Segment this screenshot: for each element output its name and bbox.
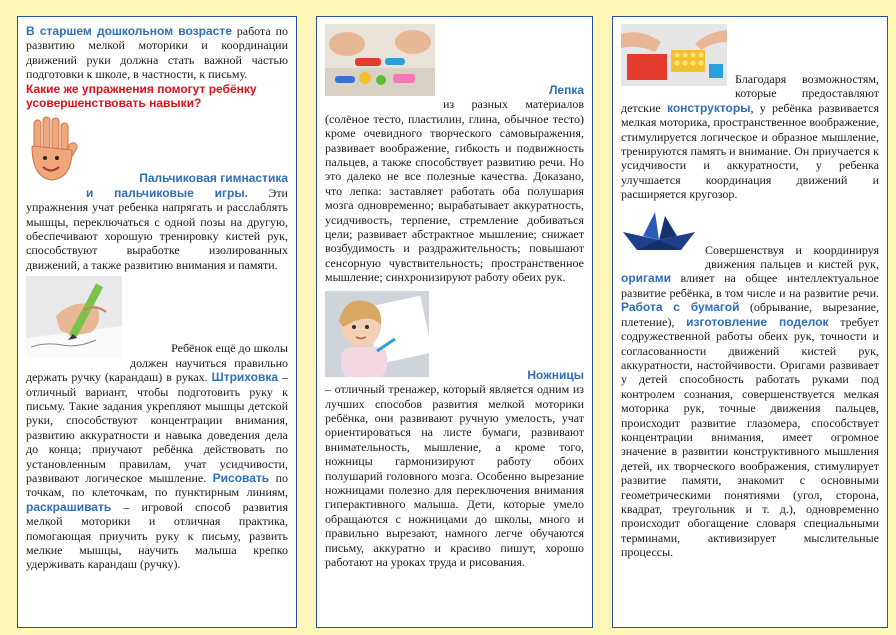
origami-text-1: влияет на общее интеллектуальное развитие ребёнка, в том числе и на развитие речи.	[621, 271, 879, 300]
column-left	[17, 16, 297, 628]
finger-section	[26, 116, 288, 272]
clay-section	[325, 24, 584, 285]
crafts-highlight: изготовление поделок	[686, 314, 829, 329]
origami-boat-image	[621, 210, 697, 256]
intro-paragraph	[26, 24, 288, 82]
color-highlight: раскрашивать	[26, 499, 112, 514]
pencil-text-4: – игровой способ развития мелкой моторики и отличная практика, помогающая приучить руку к письму, развить мелкие мышцы, научить малыша крепко удерживать карандаш (ручку).	[26, 499, 288, 572]
origami-section	[621, 210, 879, 560]
finger-highlight-2: и пальчиковые игры.	[86, 185, 248, 200]
origami-text-3: требует содружественной работы обеих рук, точности и согласованности движений кистей рук, аккуратности, настойчивости. Оригами развивает у детей способность работать руками под контролем сознания, совершенствуется мелкая моторика рук, точные движения пальцев, происходит развитие глазомера, способствует концентрации внимания, имеет огромное значение в развитии конструктивного мышления детей, их творческого воображения, стимулирует развитие памяти, знакомит с основными геометрическими понятиями (угол, сторона, квадрат, треугольник и т. д.), одновременно происходит обогащение словаря специальными терминами, активизирует мыслительные процессы.	[621, 314, 879, 560]
constructor-image	[621, 24, 727, 86]
hand-image	[26, 116, 78, 186]
hatching-highlight: Штриховка	[211, 370, 279, 385]
scissors-section	[325, 291, 584, 570]
pencil-section	[26, 276, 288, 572]
finger-highlight-1: Пальчиковая гимнастика	[139, 171, 288, 186]
finger-text: Эти упражнения учат ребенка напрягать и расслаблять мышцы, переключаться с одной позы на другую, обеспечивают хорошую тренировку кистей рук, способствуют выработке изолированных движений, а также развитию внимания и памяти.	[26, 185, 288, 272]
intro-text: работа по развитию мелкой моторики и координации движений руки должна стать важной частью подготовки к школе, в частности, к письму.	[26, 24, 289, 82]
origami-text-2: (обрывание, вырезание, плетение),	[621, 300, 879, 329]
origami-paragraph	[621, 210, 879, 560]
constructor-lead: Благодаря возможностям, которые предоставляют детские	[621, 72, 879, 115]
scissors-text: – отличный тренажер, который является одним из лучших способов развития мелкой моторики ребёнка, они развивают ручную умелость, учат ориентироваться на листе бумаги, развивают внимательность, мышление, а кроме того, ножницы гармонизируют работу обоих полушарий головного мозга. Особенно вырезание ножницами полезно для переключения внимания гиперактивного малыша. Дети, которые умело обращаются с ножницами до школы, много и правильно вырезают, намного легче обучаются письму, аккуратно и красиво пишут, хорошо работают на уроках труда и рисования.	[325, 382, 584, 569]
clay-highlight: Лепка	[548, 83, 584, 97]
origami-lead: Совершенствуя и координируя движения пальцев и кистей рук,	[705, 242, 879, 272]
clay-modeling-image	[325, 24, 435, 96]
constructor-section	[621, 24, 879, 202]
question-heading: Какие же упражнения помогут ребёнку усовершенствовать навыки?	[26, 81, 257, 111]
scissors-highlight: Ножницы	[527, 367, 584, 382]
column-right	[612, 16, 888, 628]
pencil-text-2: – отличный вариант, чтобы подготовить руку к письму. Такие задания укрепляют мышцы детской руки, способствуют концентрации внимания, развитию аккуратности и навыка доведения дела до конца; приучают ребёнка действовать по установленным правилам, учат усидчивости, развивают логическое мышление.	[26, 370, 288, 485]
constructor-highlight: конструкторы	[667, 100, 751, 115]
pencil-lead: Ребёнок ещё до школы	[171, 341, 288, 356]
clay-text: из разных материалов (солёное тесто, пластилин, глина, обычное тесто) кроме очевидного творческого самовыражения, развивает воображение, гибкость и подвижность пальцев, а также способствует развитию речи. Но это далеко не все полезные качества. Доказано, что лепка: заставляет работать оба полушария мозга одновременно; вырабатывает аккуратность, усидчивость, терпение, стремление добиваться цели; развивает абстрактное мышление; снижает возбудимость и раздражительность; повышают сенсорную чувствительность; пространственное мышление; синхронизируют работу обеих рук.	[325, 97, 584, 285]
constructor-text: , у ребёнка развивается мелкая моторика, пространственное воображение, стимулируется логическое и образное мышление, тренируются память и внимание. Он приучается к усидчивости и аккуратности, у ребенка улучшается координация движений и расширяется кругозор.	[621, 100, 879, 202]
intro-highlight: В старшем дошкольном возрасте	[26, 24, 232, 38]
child-scissors-image	[325, 291, 429, 377]
pencil-text-1: должен научиться правильно держать ручку (карандаш) в руках.	[26, 355, 288, 385]
column-middle	[316, 16, 593, 628]
origami-highlight: оригами	[621, 271, 671, 286]
paper-work-highlight: Работа с бумагой	[621, 300, 740, 315]
pencil-text-3: по точкам, по клеточкам, по пунктирным линиям,	[26, 470, 288, 500]
draw-highlight: Рисовать	[212, 470, 270, 485]
pencil-writing-image	[26, 276, 122, 358]
